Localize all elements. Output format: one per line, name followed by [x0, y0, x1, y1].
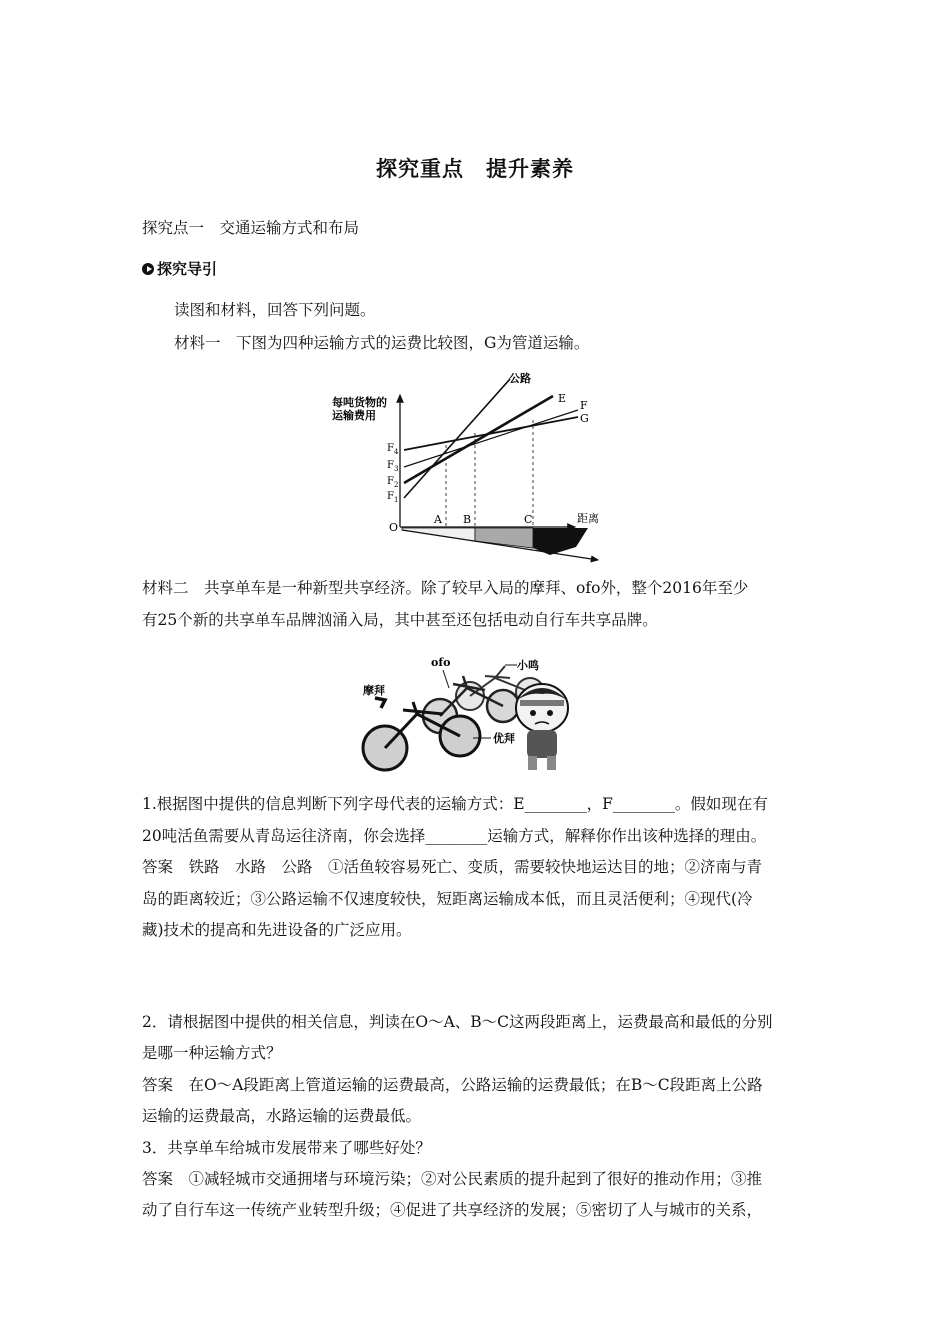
question-2-line-2: 是哪一种运输方式？: [142, 1044, 282, 1062]
question-1-line-1: 1.根据图中提供的信息判断下列字母代表的运输方式：E________，F________。假如现在有: [142, 795, 768, 813]
distance-band-grey: [475, 528, 533, 548]
question-2-line-1: 2．请根据图中提供的相关信息，判读在O～A、B～C这两段距离上，运费最高和最低的分别: [142, 1013, 773, 1031]
origin-label: O: [389, 521, 399, 534]
pointer-ofo: [443, 670, 449, 688]
y-axis-label-2: 运输费用: [332, 409, 376, 422]
series-label-e: E: [558, 392, 567, 405]
label-ofo: ofo: [431, 656, 451, 669]
y-tick-f4: $F_4$: [387, 443, 399, 456]
series-line-road: [404, 379, 510, 498]
answer-3-line-2: 动了自行车这一传统产业转型升级；④促进了共享经济的发展；⑤密切了人与城市的关系，: [142, 1201, 763, 1219]
y-tick-f3: $F_3$: [387, 460, 399, 473]
series-label-g: G: [580, 412, 589, 425]
y-axis-label-1: 每吨货物的: [332, 396, 387, 409]
answer-2-line-2: 运输的运费最高，水路运输的运费最低。: [142, 1107, 422, 1125]
shared-bikes-illustration: [345, 648, 595, 778]
material-one-text: 材料一 下图为四种运输方式的运费比较图，G为管道运输。: [174, 334, 590, 352]
question-1-line-2: 20吨活鱼需要从青岛运往济南，你会选择________运输方式，解释你作出该种选择的理由。: [142, 827, 767, 845]
answer-2-line-1: 答案 在O～A段距离上管道运输的运费最高，公路运输的运费最低；在B～C段距离上公路: [142, 1076, 763, 1094]
question-3-line-1: 3．共享单车给城市发展带来了哪些好处？: [142, 1139, 431, 1157]
x-tick-a: A: [434, 513, 442, 526]
series-label-f: F: [580, 399, 588, 412]
label-mobike: 摩拜: [363, 684, 385, 697]
section-heading-label: 探究导引: [157, 260, 218, 278]
cartoon-person: [516, 684, 568, 770]
material-two-line-2: 有25个新的共享单车品牌汹涌入局，其中甚至还包括电动自行车共享品牌。: [142, 611, 658, 629]
play-circle-icon: [142, 263, 154, 275]
answer-1-line-2: 岛的距离较近；③公路运输不仅速度较快，短距离运输成本低，而且灵活便利；④现代(冷: [142, 890, 753, 908]
x-tick-c: C: [524, 513, 533, 526]
y-tick-f1: $F_1$: [387, 491, 399, 504]
freight-cost-chart: [330, 365, 630, 575]
topic-heading: 探究点一 交通运输方式和布局: [142, 219, 360, 237]
series-line-g: [404, 417, 578, 450]
page-title: 探究重点 提升素养: [376, 157, 574, 181]
intro-text: 读图和材料，回答下列问题。: [174, 301, 376, 319]
series-line-f: [404, 410, 578, 467]
x-axis-label: 距离: [577, 512, 599, 525]
answer-1-line-1: 答案 铁路 水路 公路 ①活鱼较容易死亡、变质，需要较快地运达目的地；②济南与青: [142, 858, 763, 876]
answer-1-line-3: 藏)技术的提高和先进设备的广泛应用。: [142, 921, 412, 939]
answer-3-line-1: 答案 ①减轻城市交通拥堵与环境污染；②对公民素质的提升起到了很好的推动作用；③推: [142, 1170, 763, 1188]
label-youbai: 优拜: [493, 732, 515, 745]
series-line-e: [404, 396, 553, 483]
x-tick-b: B: [463, 513, 472, 526]
y-tick-f2: $F_2$: [387, 476, 399, 489]
label-xiaoming: 小鸣: [517, 659, 539, 672]
material-two-line-1: 材料二 共享单车是一种新型共享经济。除了较早入局的摩拜、ofo外，整个2016年至少: [142, 579, 749, 597]
section-heading: [142, 258, 217, 279]
series-label-road: 公路: [509, 372, 531, 385]
